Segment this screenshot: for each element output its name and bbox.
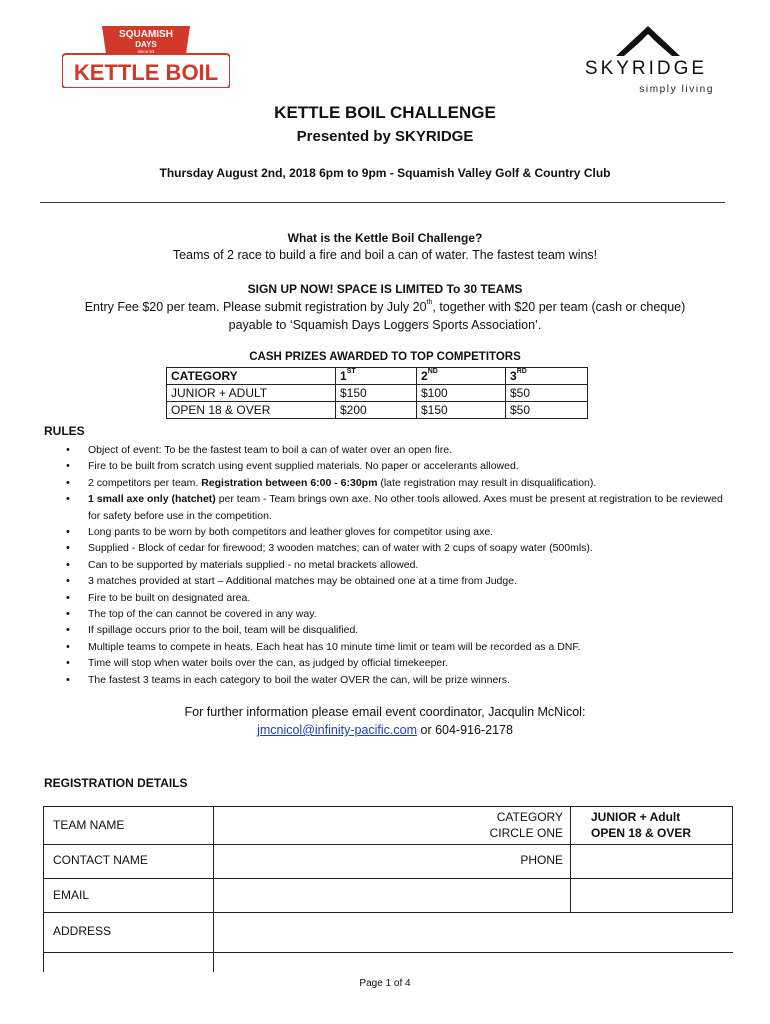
skyridge-name: SKYRIDGE (584, 58, 708, 79)
phone-label: PHONE (520, 853, 563, 867)
list-item: • 1 small axe only (hatchet) per team - Team brings own axe. No other tools allowed. Axes must be present at registration to be reviewed for safety before use in the competition. (62, 491, 732, 524)
list-item: • Object of event: To be the fastest team to boil a can of water over an open fire. (62, 442, 732, 458)
prize-second: $100 (417, 385, 506, 402)
prize-second: $150 (417, 402, 506, 419)
address-field[interactable] (215, 913, 731, 951)
category-label: CATEGORY CIRCLE ONE (489, 810, 563, 840)
svg-text:SQUAMISH: SQUAMISH (119, 29, 173, 40)
email-label: EMAIL (53, 888, 90, 902)
prizes-title: CASH PRIZES AWARDED TO TOP COMPETITORS (249, 351, 521, 363)
list-item: • Long pants to be worn by both competitors and leather gloves for competitor using axe. (62, 524, 732, 540)
page-subtitle: Presented by SKYRIDGE (296, 128, 474, 145)
prize-first: $150 (336, 385, 417, 402)
list-item: • Supplied - Block of cedar for firewood; 3 wooden matches; can of water with 2 cups of soapy water (500mls). (62, 540, 732, 556)
list-item: • The fastest 3 teams in each category to boil the water OVER the can, will be prize winners. (62, 672, 732, 688)
list-item: • 2 competitors per team. Registration between 6:00 - 6:30pm (late registration may result in disqualification). (62, 475, 732, 491)
registration-heading: REGISTRATION DETAILS (44, 776, 188, 790)
list-item: • The top of the can cannot be covered in any way. (62, 606, 732, 622)
payable-line: payable to ‘Squamish Days Loggers Sports Association’. (228, 318, 542, 332)
prizes-table (166, 367, 588, 419)
list-item: • Multiple teams to compete in heats. Each heat has 10 minute time limit or team will be recorded as a DNF. (62, 639, 732, 655)
entry-fee-line: Entry Fee $20 per team. Please submit registration by July 20th, together with $20 per team (cash or cheque) (84, 299, 686, 314)
category-option-junior[interactable]: JUNIOR + Adult (591, 810, 681, 824)
email-link[interactable]: jmcnicol@infinity-pacific.com (257, 723, 418, 737)
registration-form (43, 806, 733, 972)
prizes-header-row (167, 368, 588, 385)
list-item: • 3 matches provided at start – Additional matches may be obtained one at a time from Judge. (62, 573, 732, 589)
contact-line: For further information please email event coordinator, Jacqulin McNicol: (184, 705, 586, 719)
prize-third: $50 (506, 402, 588, 419)
page-number: Page 1 of 4 (359, 978, 411, 989)
squamish-days-logo (62, 22, 230, 88)
address-label: ADDRESS (53, 924, 112, 938)
event-dateline: Thursday August 2nd, 2018 6pm to 9pm - Squamish Valley Golf & Country Club (159, 166, 611, 180)
prize-third: $50 (506, 385, 588, 402)
table-row (167, 402, 588, 419)
svg-text:KETTLE BOIL: KETTLE BOIL (73, 60, 219, 85)
prizes-header-third: 3RD (506, 368, 588, 385)
intro-answer: Teams of 2 race to build a fire and boil a can of water. The fastest team wins! (172, 248, 598, 262)
category-option-open[interactable]: OPEN 18 & OVER (591, 826, 692, 840)
prize-category: OPEN 18 & OVER (167, 402, 336, 419)
list-item: • Fire to be built from scratch using event supplied materials. No paper or accelerants allowed. (62, 458, 732, 474)
prize-first: $200 (336, 402, 417, 419)
prizes-header-second: 2ND (417, 368, 506, 385)
prize-category: JUNIOR + ADULT (167, 385, 336, 402)
rules-list (62, 442, 732, 688)
page-title: KETTLE BOIL CHALLENGE (274, 103, 496, 122)
prizes-header-first: 1ST (336, 368, 417, 385)
intro-question: What is the Kettle Boil Challenge? (287, 231, 483, 245)
email-field[interactable] (215, 879, 567, 911)
list-item: • Fire to be built on designated area. (62, 590, 732, 606)
svg-text:since 53: since 53 (137, 49, 155, 54)
skyridge-tagline: simply living (639, 84, 714, 95)
header-divider (40, 202, 725, 203)
team-name-label: TEAM NAME (53, 818, 125, 832)
list-item: • Time will stop when water boils over the can, as judged by official timekeeper. (62, 655, 732, 671)
phone-field[interactable] (572, 879, 730, 911)
signup-callout: SIGN UP NOW! SPACE IS LIMITED To 30 TEAMS (247, 282, 523, 296)
list-item: • If spillage occurs prior to the boil, team will be disqualified. (62, 622, 732, 638)
list-item: • Can to be supported by materials supplied - no metal brackets allowed. (62, 557, 732, 573)
contact-details: jmcnicol@infinity-pacific.com or 604-916-2178 (257, 723, 513, 737)
table-row (167, 385, 588, 402)
svg-text:DAYS: DAYS (135, 40, 157, 49)
category-options[interactable] (591, 809, 691, 841)
rules-heading: RULES (44, 424, 85, 438)
prizes-header-category: CATEGORY (167, 368, 336, 385)
contact-name-label: CONTACT NAME (53, 853, 148, 867)
